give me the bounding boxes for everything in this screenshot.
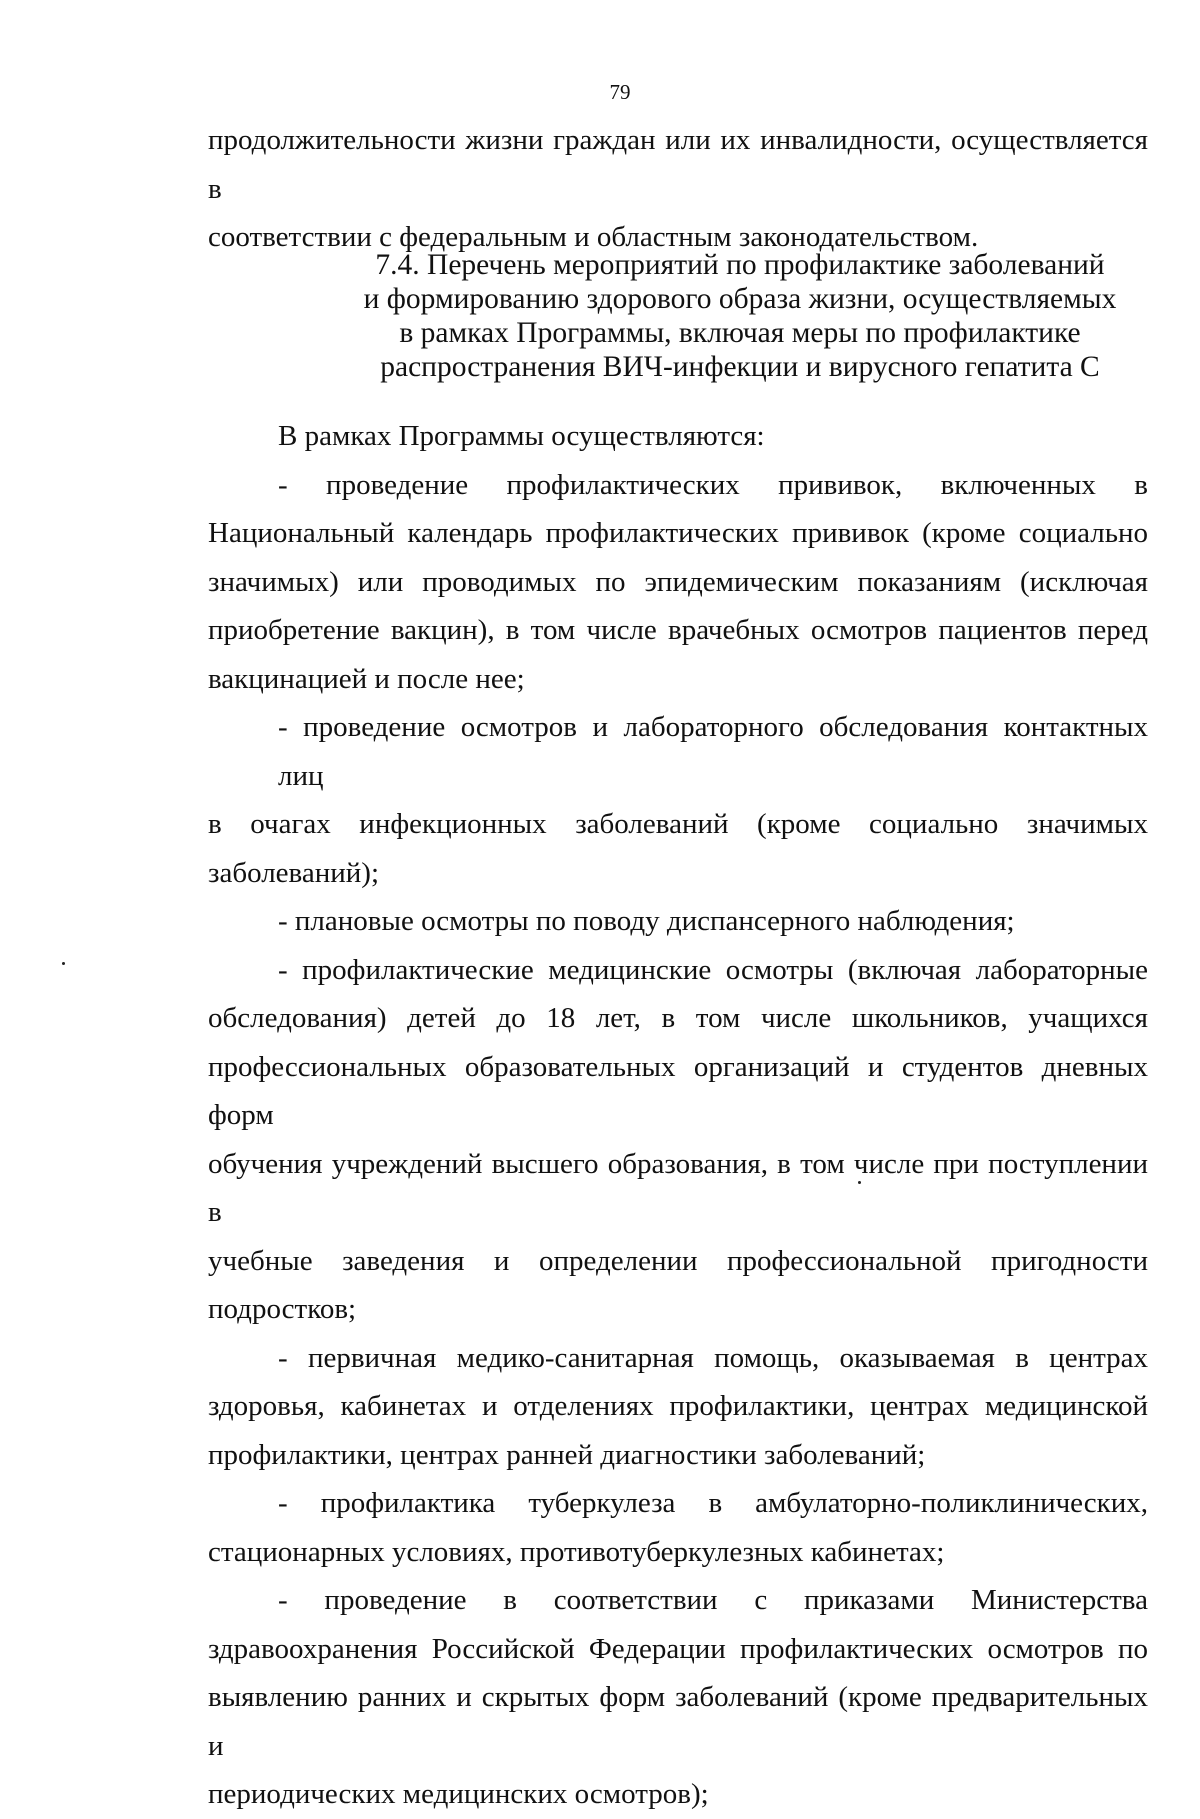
list-item-line: - плановые осмотры по поводу диспансерного наблюдения; (278, 905, 1015, 937)
list-item (208, 1479, 1148, 1576)
heading-line: в рамках Программы, включая меры по профилактике (399, 317, 1081, 349)
scan-speck (858, 1181, 861, 1184)
lead-paragraph: В рамках Программы осуществляются: (278, 420, 765, 452)
heading-line: и формированию здорового образа жизни, осуществляемых (363, 283, 1117, 315)
list-item-line: в очагах инфекционных заболеваний (кроме социально значимых (208, 808, 1148, 840)
body-text (208, 412, 1148, 1819)
list-item-line: обучения учреждений высшего образования, в том числе при поступлении в (208, 1147, 1148, 1228)
page-number: 79 (609, 80, 631, 104)
list-item (208, 897, 1148, 946)
intro-line: соответствии с федеральным и областным законодательством. (208, 221, 979, 253)
list-item-line: - проведение профилактических прививок, включенных в (278, 468, 1148, 501)
list-item-line: выявлению ранних и скрытых форм заболеваний (кроме предварительных и (208, 1681, 1148, 1762)
heading-line: 7.4. Перечень мероприятий по профилактике заболеваний (375, 249, 1105, 281)
list-item-line: профилактики, центрах ранней диагностики заболеваний; (208, 1438, 926, 1471)
list-item (208, 703, 1148, 897)
list-item-line: - первичная медико-санитарная помощь, оказываемая в центрах (278, 1341, 1148, 1374)
section-heading (300, 248, 1180, 384)
scan-speck (62, 962, 65, 965)
list-item-line: вакцинацией и после нее; (208, 662, 525, 695)
intro-line: продолжительности жизни граждан или их инвалидности, осуществляется в (208, 124, 1148, 205)
list-item-line: учебные заведения и определении профессиональной пригодности (208, 1244, 1148, 1277)
list-item (208, 946, 1148, 1334)
list-item (208, 461, 1148, 704)
list-item-line: приобретение вакцин), в том числе врачебных осмотров пациентов перед (208, 614, 1148, 646)
list-item-line: обследования) детей до 18 лет, в том числе школьников, учащихся (208, 1002, 1148, 1034)
list-item (208, 1334, 1148, 1480)
list-item-line: - проведение в соответствии с приказами Министерства (278, 1584, 1148, 1616)
list-item-line: здоровья, кабинетах и отделениях профилактики, центрах медицинской (208, 1390, 1148, 1422)
heading-line: распространения ВИЧ-инфекции и вирусного гепатита С (380, 351, 1100, 383)
list-item-line: Национальный календарь профилактических прививок (кроме социально (208, 517, 1148, 549)
intro-paragraph (208, 116, 1148, 262)
list-item-line: здравоохранения Российской Федерации профилактических осмотров по (208, 1632, 1148, 1665)
list-item-line: стационарных условиях, противотуберкулезных кабинетах; (208, 1535, 945, 1568)
list-item-line: значимых) или проводимых по эпидемическим показаниям (исключая (208, 565, 1148, 598)
list-item-line: заболеваний); (208, 856, 379, 889)
list-item-line: - профилактика туберкулеза в амбулаторно-поликлинических, (278, 1487, 1148, 1519)
measures-list (208, 461, 1148, 1819)
list-item-line: - профилактические медицинские осмотры (включая лабораторные (278, 953, 1148, 986)
list-item-line: профессиональных образовательных организаций и студентов дневных форм (208, 1050, 1148, 1131)
list-item-line: - проведение осмотров и лабораторного обследования контактных лиц (278, 711, 1148, 792)
list-item-line: периодических медицинских осмотров); (208, 1778, 709, 1810)
list-item-line: подростков; (208, 1293, 357, 1325)
list-item (208, 1576, 1148, 1819)
